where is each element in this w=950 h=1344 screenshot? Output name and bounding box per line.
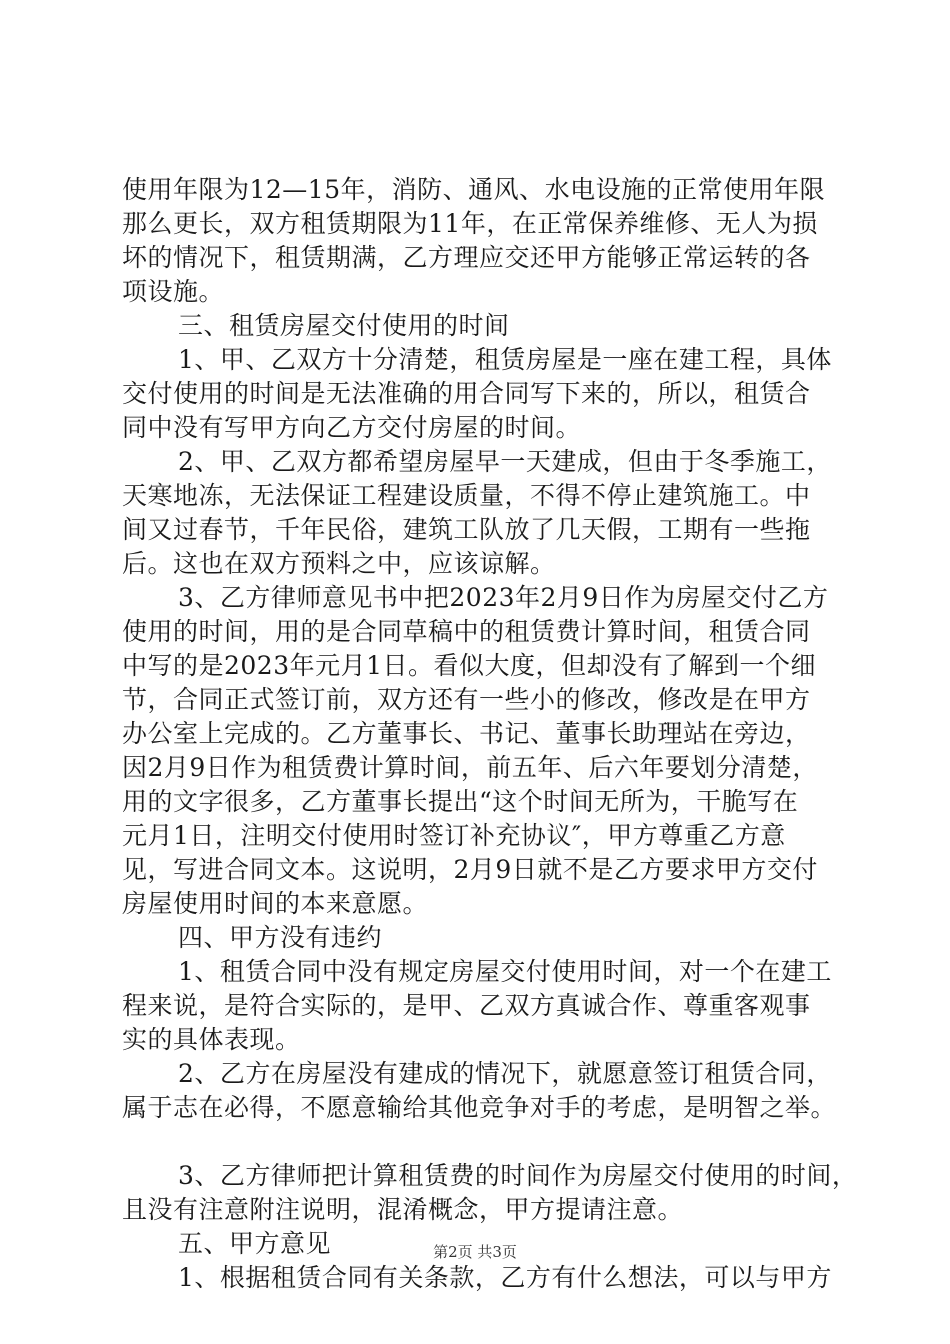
text-line: 坏的情况下，租赁期满，乙方理应交还甲方能够正常运转的各 [122,243,811,272]
text-line: 实的具体表现。 [122,1025,301,1054]
text-line: 节，合同正式签订前，双方还有一些小的修改，修改是在甲方 [122,685,811,714]
text-line: 间又过春节，千年民俗，建筑工队放了几天假，工期有一些拖 [122,515,811,544]
paragraph-start: 3、乙方律师把计算租赁费的时间作为房屋交付使用的时间， [178,1161,858,1190]
text-line: 元月1日，注明交付使用时签订补充协议″，甲方尊重乙方意 [122,821,786,850]
text-line: 程来说，是符合实际的，是甲、乙双方真诚合作、尊重客观事 [122,991,811,1020]
document-body [122,173,858,1295]
paragraph-start: 3、乙方律师意见书中把2023年2月9日作为房屋交付乙方 [178,583,829,612]
section-heading: 五、甲方意见 [178,1229,332,1258]
paragraph-start: 1、租赁合同中没有规定房屋交付使用时间，对一个在建工 [178,957,832,986]
text-line: 属于志在必得，不愿意输给其他竞争对手的考虑，是明智之举。 [122,1093,837,1122]
section-heading: 三、租赁房屋交付使用的时间 [178,311,510,340]
text-line: 同中没有写甲方向乙方交付房屋的时间。 [122,413,582,442]
paragraph-start: 2、甲、乙双方都希望房屋早一天建成，但由于冬季施工， [178,447,832,476]
text-line: 因2月9日作为租赁费计算时间，前五年、后六年要划分清楚， [122,753,818,782]
text-line: 使用的时间，用的是合同草稿中的租赁费计算时间，租赁合同 [122,617,811,646]
text-line: 使用年限为12—15年，消防、通风、水电设施的正常使用年限 [122,175,826,204]
text-line: 房屋使用时间的本来意愿。 [122,889,429,918]
text-line: 办公室上完成的。乙方董事长、书记、董事长助理站在旁边， [122,719,811,748]
paragraph-start: 1、根据租赁合同有关条款，乙方有什么想法，可以与甲方 [178,1263,832,1292]
paragraph-start: 1、甲、乙双方十分清楚，租赁房屋是一座在建工程，具体 [178,345,832,374]
text-line: 中写的是2023年元月1日。看似大度，但却没有了解到一个细 [122,651,817,680]
page-footer [0,1242,950,1262]
text-line: 那么更长，双方租赁期限为11年，在正常保养维修、无人为损 [122,209,818,238]
text-line: 见，写进合同文本。这说明，2月9日就不是乙方要求甲方交付 [122,855,818,884]
text-line: 交付使用的时间是无法准确的用合同写下来的，所以，租赁合 [122,379,811,408]
blank-line [122,1125,858,1159]
text-line: 用的文字很多，乙方董事长提出“这个时间无所为，干脆写在 [122,787,799,816]
text-line: 项设施。 [122,277,225,306]
page-number: 第2页 共3页 [433,1243,517,1261]
text-line: 天寒地冻，无法保证工程建设质量，不得不停止建筑施工。中 [122,481,811,510]
text-line: 且没有注意附注说明，混淆概念，甲方提请注意。 [122,1195,684,1224]
text-line: 后。这也在双方预料之中，应该谅解。 [122,549,556,578]
paragraph-start: 2、乙方在房屋没有建成的情况下，就愿意签订租赁合同， [178,1059,832,1088]
section-heading: 四、甲方没有违约 [178,923,383,952]
